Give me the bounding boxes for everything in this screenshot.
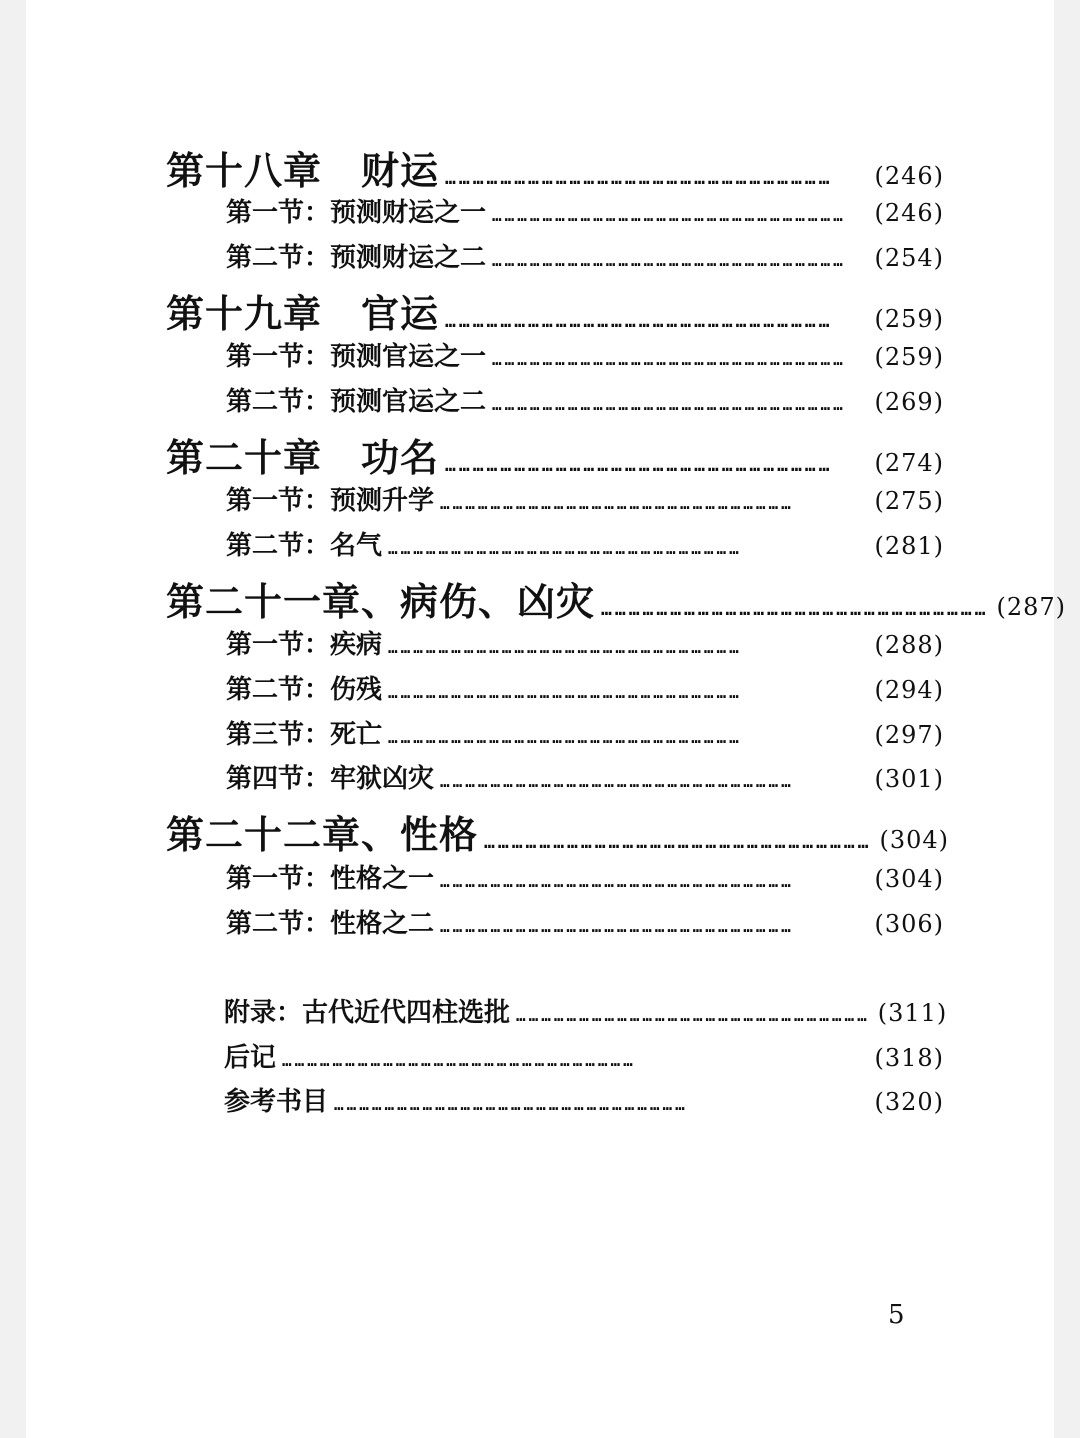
- dot-leader: …………………………………………………………………………: [440, 772, 794, 791]
- page-number: 5: [888, 1300, 905, 1330]
- toc-title: 第二节：预测官运之二: [226, 387, 487, 417]
- toc-page-number: (320): [874, 1088, 944, 1116]
- toc-title: 第二十二章、性格: [166, 813, 479, 857]
- toc-page-number: (281): [874, 532, 944, 560]
- toc-section[interactable]: [226, 858, 944, 895]
- toc-section[interactable]: [226, 669, 944, 706]
- toc-section[interactable]: [226, 237, 944, 274]
- toc-title: 第二节：性格之二: [226, 909, 435, 939]
- document-page: [26, 0, 1066, 1438]
- toc-title: 第一节：预测官运之一: [226, 342, 487, 372]
- toc-appendix[interactable]: [224, 992, 948, 1029]
- toc-title: 附录：古代近代四柱选批: [224, 998, 511, 1028]
- dot-leader: …………………………………………………………………………: [334, 1095, 688, 1114]
- dot-leader: …………………………………………………………………………: [440, 494, 794, 513]
- toc-page-number: (294): [874, 676, 944, 704]
- toc-page-number: (246): [874, 199, 944, 227]
- toc-page-number: (254): [874, 244, 944, 272]
- dot-leader: …………………………………………………………………………: [388, 638, 742, 657]
- toc-title: 第三节：死亡: [226, 720, 383, 750]
- dot-leader: …………………………………………………………………………: [492, 395, 846, 414]
- dot-leader: …………………………………………………………………………: [388, 539, 742, 558]
- toc-section[interactable]: [226, 525, 944, 562]
- toc-title: 第四节：牢狱凶灾: [226, 764, 435, 794]
- toc-chapter-18[interactable]: [166, 140, 944, 195]
- toc-page-number: (259): [874, 343, 944, 371]
- toc-page-number: (304): [879, 826, 949, 854]
- toc-page-number: (301): [874, 765, 944, 793]
- dot-leader: …………………………………………………………………………: [445, 168, 833, 189]
- toc-title: 第二节：预测财运之二: [226, 243, 487, 273]
- toc-chapter-20[interactable]: [166, 427, 944, 482]
- toc-afterword[interactable]: [224, 1037, 944, 1074]
- toc-bibliography[interactable]: [224, 1081, 944, 1118]
- toc-title: 第二十章 功名: [166, 436, 440, 480]
- toc-section[interactable]: [226, 381, 944, 418]
- toc-title: 第二节：名气: [226, 531, 383, 561]
- toc-section[interactable]: [226, 192, 944, 229]
- toc-chapter-22[interactable]: [166, 804, 949, 859]
- dot-leader: …………………………………………………………………………: [484, 832, 872, 853]
- dot-leader: …………………………………………………………………………: [516, 1006, 870, 1025]
- toc-page-number: (274): [874, 449, 944, 477]
- toc-title: 第一节：疾病: [226, 630, 383, 660]
- toc-section[interactable]: [226, 714, 944, 751]
- toc-page-number: (269): [874, 388, 944, 416]
- toc-section[interactable]: [226, 903, 944, 940]
- dot-leader: …………………………………………………………………………: [440, 917, 794, 936]
- dot-leader: …………………………………………………………………………: [388, 683, 742, 702]
- toc-page-number: (288): [874, 631, 944, 659]
- toc-chapter-21[interactable]: [166, 571, 1066, 626]
- toc-title: 参考书目: [224, 1087, 329, 1117]
- toc-title: 后记: [224, 1043, 277, 1073]
- toc-page-number: (259): [874, 305, 944, 333]
- dot-leader: …………………………………………………………………………: [492, 206, 846, 225]
- toc-page-number: (275): [874, 487, 944, 515]
- dot-leader: …………………………………………………………………………: [282, 1051, 636, 1070]
- dot-leader: …………………………………………………………………………: [388, 728, 742, 747]
- toc-title: 第十八章 财运: [166, 149, 440, 193]
- toc-page-number: (306): [874, 910, 944, 938]
- toc-section[interactable]: [226, 480, 944, 517]
- dot-leader: …………………………………………………………………………: [492, 350, 846, 369]
- toc-title: 第十九章 官运: [166, 292, 440, 336]
- toc-title: 第二节：伤残: [226, 675, 383, 705]
- toc-title: 第一节：预测升学: [226, 486, 435, 516]
- toc-title: 第二十一章、病伤、凶灾: [166, 580, 596, 624]
- dot-leader: …………………………………………………………………………: [445, 455, 833, 476]
- dot-leader: …………………………………………………………………………: [601, 599, 989, 620]
- toc-title: 第一节：性格之一: [226, 864, 435, 894]
- dot-leader: …………………………………………………………………………: [440, 872, 794, 891]
- toc-section[interactable]: [226, 336, 944, 373]
- dot-leader: …………………………………………………………………………: [445, 311, 833, 332]
- toc-page-number: (311): [877, 999, 948, 1027]
- toc-page-number: (304): [874, 865, 944, 893]
- toc-page-number: (287): [996, 593, 1066, 621]
- toc-section[interactable]: [226, 758, 944, 795]
- dot-leader: …………………………………………………………………………: [492, 251, 846, 270]
- toc-title: 第一节：预测财运之一: [226, 198, 487, 228]
- toc-section[interactable]: [226, 624, 944, 661]
- toc-page-number: (246): [874, 162, 944, 190]
- toc-chapter-19[interactable]: [166, 283, 944, 338]
- toc-page-number: (297): [874, 721, 944, 749]
- toc-page-number: (318): [874, 1044, 944, 1072]
